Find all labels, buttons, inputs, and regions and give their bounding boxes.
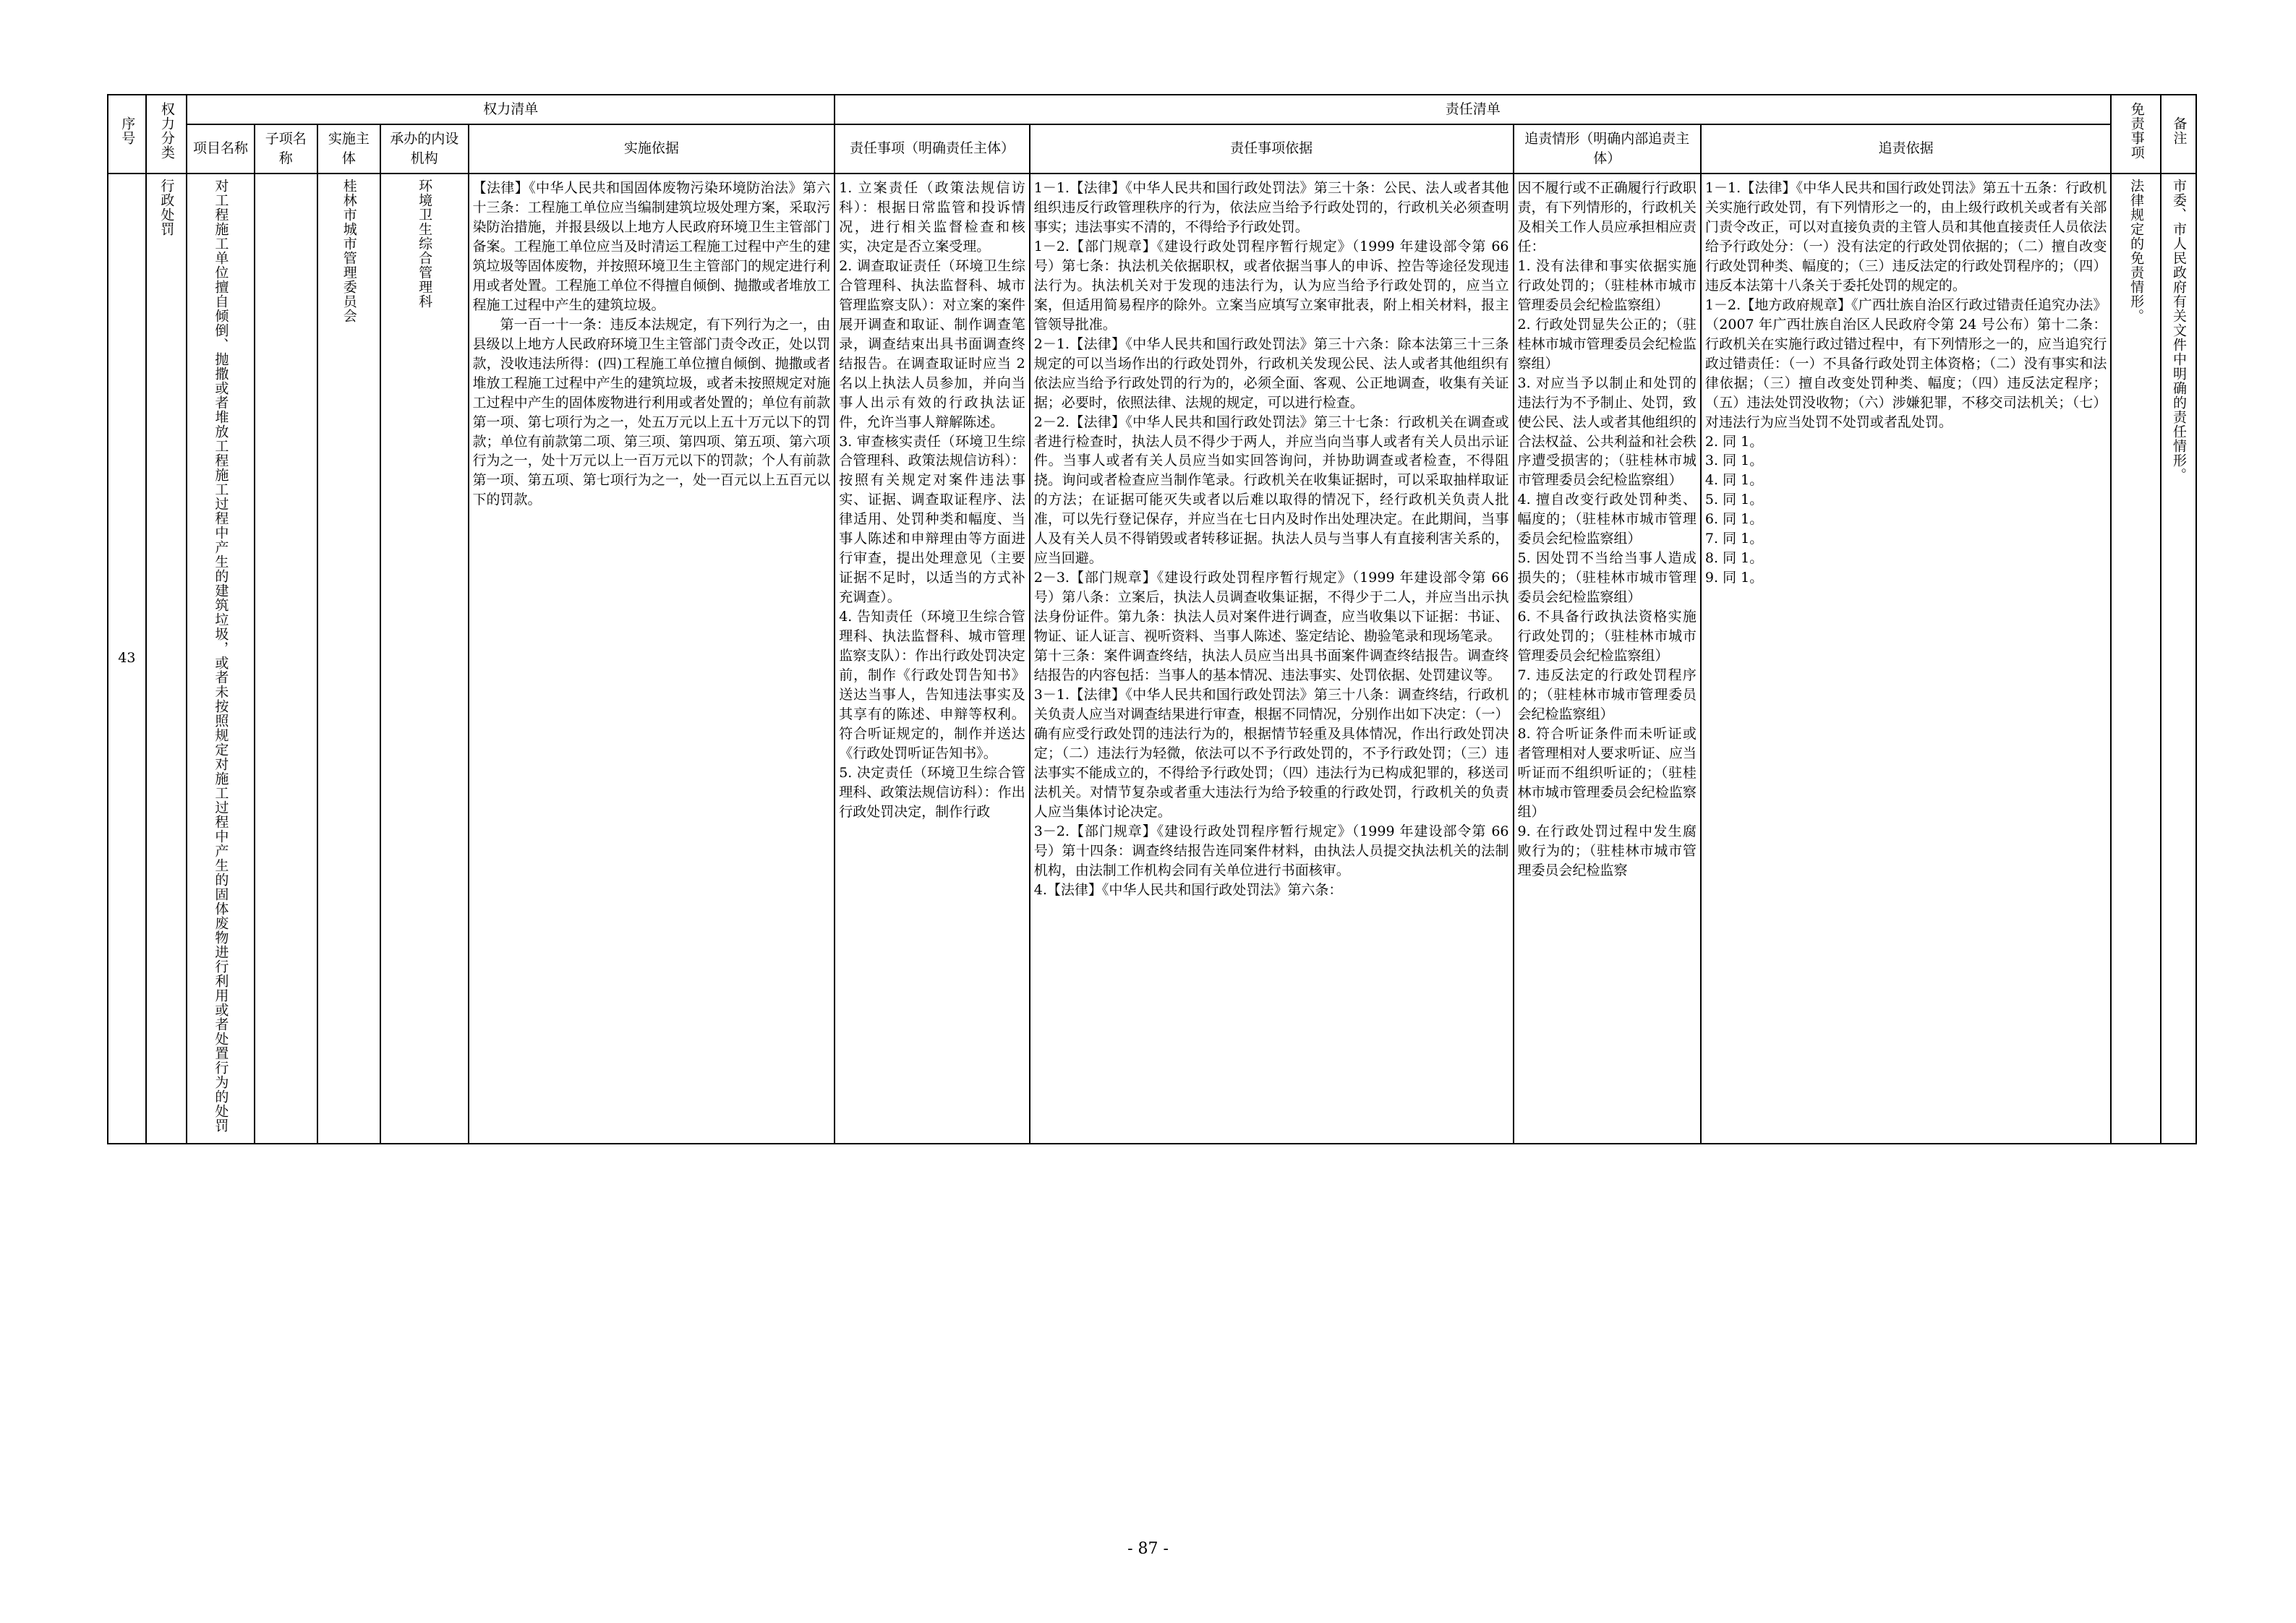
header-group-duty-list: 责任清单 [835, 95, 2111, 124]
duty-basis-item: 第十三条：案件调查终结，执法人员应当出具书面案件调查终结报告。调查终结报告的内容包括：当事人的基本情况、违法事实、处罚依据、处罚建议等。 [1033, 648, 1509, 684]
duty-basis-item: 3－1.【法律】《中华人民共和国行政处罚法》第三十八条：调查终结，行政机关负责人应当对调查结果进行审查，根据不同情况，分别作出如下决定：（一）确有应受行政处罚的违法行为的，根据情节轻重及具体情况，作出行政处罚决定；（二）违法行为轻微，依法可以不予行政处罚的，不予行政处罚；（三）违法事实不能成立的，不得给予行政处罚；（四）违法行为已构成犯罪的，移送司法机关。对情节复杂或者重大违法行为给予较重的行政处罚，行政机关的负责人应当集体讨论决定。 [1033, 687, 1509, 820]
duty-item: 2. 调查取证责任（环境卫生综合管理科、执法监督科、城市管理监察支队）：对立案的案件展开调查和取证、制作调查笔录，调查结束出具书面调查终结报告。在调查取证时应当 2 名以上执法人员参加，并向当事人出示有效的行政执法证件，允许当事人辩解陈述。 [839, 257, 1025, 430]
duty-item: 5. 决定责任（环境卫生综合管理科、政策法规信访科）：作出行政处罚决定，制作行政 [839, 764, 1025, 820]
account-basis-repeat: 6. 同 1。 [1704, 511, 1764, 528]
account-basis-item: 1－1.【法律】《中华人民共和国行政处罚法》第五十五条：行政机关实施行政处罚，有下列情形之一的，由上级行政机关或者有关部门责令改正，可以对直接负责的主管人员和其他直接责任人员依法给予行政处分：（一）没有法定的行政处罚依据的；（二）擅自改变行政处罚种类、幅度的；（三）违反法定的行政处罚程序的；（四）违反本法第十八条关于委托处罚的规定的。 [1704, 179, 2107, 294]
duty-basis-item: 2－3.【部门规章】《建设行政处罚程序暂行规定》（1999 年建设部令第 66 号）第八条：立案后，执法人员调查收集证据，不得少于二人，并应当出示执法身份证件。第九条：执法人员对案件进行调查，应当收集以下证据：书证、物证、证人证言、视听资料、当事人陈述、鉴定结论、勘验笔录和现场笔录。 [1033, 570, 1509, 645]
header-group-power-list: 权力清单 [187, 95, 835, 124]
cell-exempt: 法律规定的免责情形。 [2111, 174, 2161, 1144]
header-basis: 实施依据 [469, 124, 835, 174]
duty-item: 3. 审查核实责任（环境卫生综合管理科、政策法规信访科）：按照有关规定对案件违法事实、证据、调查取证程序、法律适用、处罚种类和幅度、当事人陈述和申辩理由等方面进行审查，提出处理意见（主要证据不足时，以适当的方式补充调查）。 [839, 433, 1025, 606]
duty-basis-item: 1－2.【部门规章】《建设行政处罚程序暂行规定》（1999 年建设部令第 66 号）第七条：执法机关依据职权，或者依据当事人的申诉、控告等途径发现违法行为。执法机关对于发现的违法行为，认为应当给予行政处罚的，应当立案，但适用简易程序的除外。立案当应填写立案审批表，附上相关材料，报主管领导批准。 [1033, 238, 1509, 333]
duty-basis-item: 1－1.【法律】《中华人民共和国行政处罚法》第三十条：公民、法人或者其他组织违反行政管理秩序的行为，依法应当给予行政处罚的，行政机关必须查明事实；违法事实不清的，不得给予行政处罚。 [1033, 179, 1509, 235]
account-case-item: 5. 因处罚不当给当事人造成损失的；（驻桂林市城市管理委员会纪检监察组） [1517, 550, 1697, 606]
cell-basis [469, 174, 835, 1144]
header-account-basis: 追责依据 [1701, 124, 2111, 174]
account-basis-repeat: 2. 同 1。 [1704, 433, 1764, 450]
account-case-item: 1. 没有法律和事实依据实施行政处罚的；（驻桂林市城市管理委员会纪检监察组） [1517, 257, 1697, 313]
duty-basis-item: 3－2.【部门规章】《建设行政处罚程序暂行规定》（1999 年建设部令第 66 号）第十四条：调查终结报告连同案件材料，由执法人员提交执法机关的法制机构，由法制工作机构会同有关单位进行书面核审。 [1033, 823, 1509, 878]
account-basis-item: 1－2.【地方政府规章】《广西壮族自治区行政过错责任追究办法》（2007 年广西壮族自治区人民政府令第 24 号公布）第十二条：行政机关在实施行政过错过程中，有下列情形之一的，应当追究行政过错责任：（一）不具备行政处罚主体资格；（二）没有事实和法律依据；（三）擅自改变处罚种类、幅度；（四）违反法定程序；（五）违法处罚没收物；（六）涉嫌犯罪，不移交司法机关；（七）对违法行为应当处罚不处罚或者乱处罚。 [1704, 296, 2107, 430]
header-project-name: 项目名称 [187, 124, 254, 174]
cell-remark: 市委、市人民政府有关文件中明确的责任情形。 [2161, 174, 2196, 1144]
table-header-row-2 [108, 124, 2196, 174]
cell-duty-basis [1030, 174, 1514, 1144]
account-basis-repeat: 4. 同 1。 [1704, 472, 1764, 489]
header-duty-basis: 责任事项依据 [1030, 124, 1514, 174]
header-subject: 实施主体 [317, 124, 380, 174]
cell-seq: 43 [108, 174, 146, 1144]
table-header-row-1 [108, 95, 2196, 124]
cell-account-basis [1701, 174, 2111, 1144]
duty-item: 1. 立案责任（政策法规信访科）：根据日常监管和投诉情况，进行相关监督检查和核实，决定是否立案受理。 [839, 179, 1025, 254]
basis-paragraph-1: 【法律】《中华人民共和国固体废物污染环境防治法》第六十三条：工程施工单位应当编制建筑垃圾处理方案，采取污染防治措施，并报县级以上地方人民政府环境卫生主管部门备案。工程施工单位应当及时清运工程施工过程中产生的建筑垃圾等固体废物，并按照环境卫生主管部门的规定进行利用或者处置。工程施工单位不得擅自倾倒、抛撒或者堆放工程施工过程中产生的建筑垃圾。 [472, 179, 831, 313]
header-internal-org: 承办的内设机构 [380, 124, 469, 174]
table-row [108, 174, 2196, 1144]
cell-internal-org: 环境卫生综合管理科 [380, 174, 469, 1144]
account-case-item: 7. 违反法定的行政处罚程序的；（驻桂林市城市管理委员会纪检监察组） [1517, 667, 1697, 723]
duty-basis-item: 2－1.【法律】《中华人民共和国行政处罚法》第三十六条：除本法第三十三条规定的可以当场作出的行政处罚外，行政机关发现公民、法人或者其他组织有依法应当给予行政处罚的行为的，必须全面、客观、公正地调查，收集有关证据；必要时，依照法律、法规的规定，可以进行检查。 [1033, 335, 1509, 411]
account-basis-repeat: 7. 同 1。 [1704, 531, 1764, 547]
cell-sub-project-name [255, 174, 317, 1144]
header-category: 权力分类 [146, 95, 187, 174]
cell-subject: 桂林市城市管理委员会 [317, 174, 380, 1144]
cell-project-name: 对工程施工单位擅自倾倒、抛撒或者堆放工程施工过程中产生的建筑垃圾，或者未按照规定对施工过程中产生的固体废物进行利用或者处置行为的处罚 [187, 174, 254, 1144]
cell-duty-items [835, 174, 1030, 1144]
header-exempt: 免责事项 [2111, 95, 2161, 174]
header-seq: 序号 [108, 95, 146, 174]
cell-account-case [1514, 174, 1701, 1144]
header-remark: 备注 [2161, 95, 2196, 174]
account-case-item: 8. 符合听证条件而未听证或者管理相对人要求听证、应当听证而不组织听证的；（驻桂林市城市管理委员会纪检监察组） [1517, 726, 1697, 820]
account-case-item: 9. 在行政处罚过程中发生腐败行为的；（驻桂林市城市管理委员会纪检监察 [1517, 823, 1697, 878]
header-sub-project-name: 子项名称 [255, 124, 317, 174]
header-account-case: 追责情形（明确内部追责主体） [1514, 124, 1701, 174]
account-basis-repeat: 8. 同 1。 [1704, 550, 1764, 567]
cell-category: 行政处罚 [146, 174, 187, 1144]
account-basis-repeat: 5. 同 1。 [1704, 492, 1764, 508]
power-and-duty-list-table [107, 94, 2197, 1144]
duty-item: 4. 告知责任（环境卫生综合管理科、执法监督科、城市管理监察支队）：作出行政处罚决定前，制作《行政处罚告知书》送达当事人，告知违法事实及其享有的陈述、申辩等权利。符合听证规定的，制作并送达《行政处罚听证告知书》。 [839, 609, 1025, 761]
account-case-item: 2. 行政处罚显失公正的；（驻桂林市城市管理委员会纪检监察组） [1517, 316, 1697, 372]
duty-basis-item: 4.【法律】《中华人民共和国行政处罚法》第六条： [1033, 881, 1343, 898]
account-basis-repeat: 9. 同 1。 [1704, 570, 1764, 586]
account-case-item: 6. 不具备行政执法资格实施行政处罚的；（驻桂林市城市管理委员会纪检监察组） [1517, 609, 1697, 664]
duty-basis-item: 2－2.【法律】《中华人民共和国行政处罚法》第三十七条：行政机关在调查或者进行检查时，执法人员不得少于两人，并应当向当事人或者有关人员出示证件。当事人或者有关人员应当如实回答询问，并协助调查或者检查，不得阻挠。询问或者检查应当制作笔录。行政机关在收集证据时，可以采取抽样取证的方法；在证据可能灭失或者以后难以取得的情况下，经行政机关负责人批准，可以先行登记保存，并应当在七日内及时作出处理决定。在此期间，当事人及有关人员不得销毁或者转移证据。执法人员与当事人有直接利害关系的，应当回避。 [1033, 414, 1509, 567]
account-case-item: 4. 擅自改变行政处罚种类、幅度的；（驻桂林市城市管理委员会纪检监察组） [1517, 492, 1697, 547]
account-case-intro: 因不履行或不正确履行行政职责，有下列情形的，行政机关及相关工作人员应承担相应责任： [1517, 179, 1697, 254]
account-basis-repeat: 3. 同 1。 [1704, 453, 1764, 469]
page-number: - 87 - [1127, 1540, 1169, 1558]
header-duty-item: 责任事项（明确责任主体） [835, 124, 1030, 174]
account-case-item: 3. 对应当予以制止和处罚的违法行为不予制止、处罚，致使公民、法人或者其他组织的合法权益、公共利益和社会秩序遭受损害的；（驻桂林市城市管理委员会纪检监察组） [1517, 374, 1697, 489]
basis-paragraph-2: 第一百一十一条：违反本法规定，有下列行为之一，由县级以上地方人民政府环境卫生主管部门责令改正，处以罚款，没收违法所得：(四)工程施工单位擅自倾倒、抛撒或者堆放工程施工过程中产生的建筑垃圾，或者未按照规定对施工过程中产生的固体废物进行利用或者处置的；单位有前款第一项、第七项行为之一，处五万元以上五十万元以下的罚款；单位有前款第二项、第三项、第四项、第五项、第六项行为之一，处十万元以上一百万元以下的罚款；个人有前款第一项、第五项、第七项行为之一，处一百元以上五百元以下的罚款。 [472, 316, 831, 508]
